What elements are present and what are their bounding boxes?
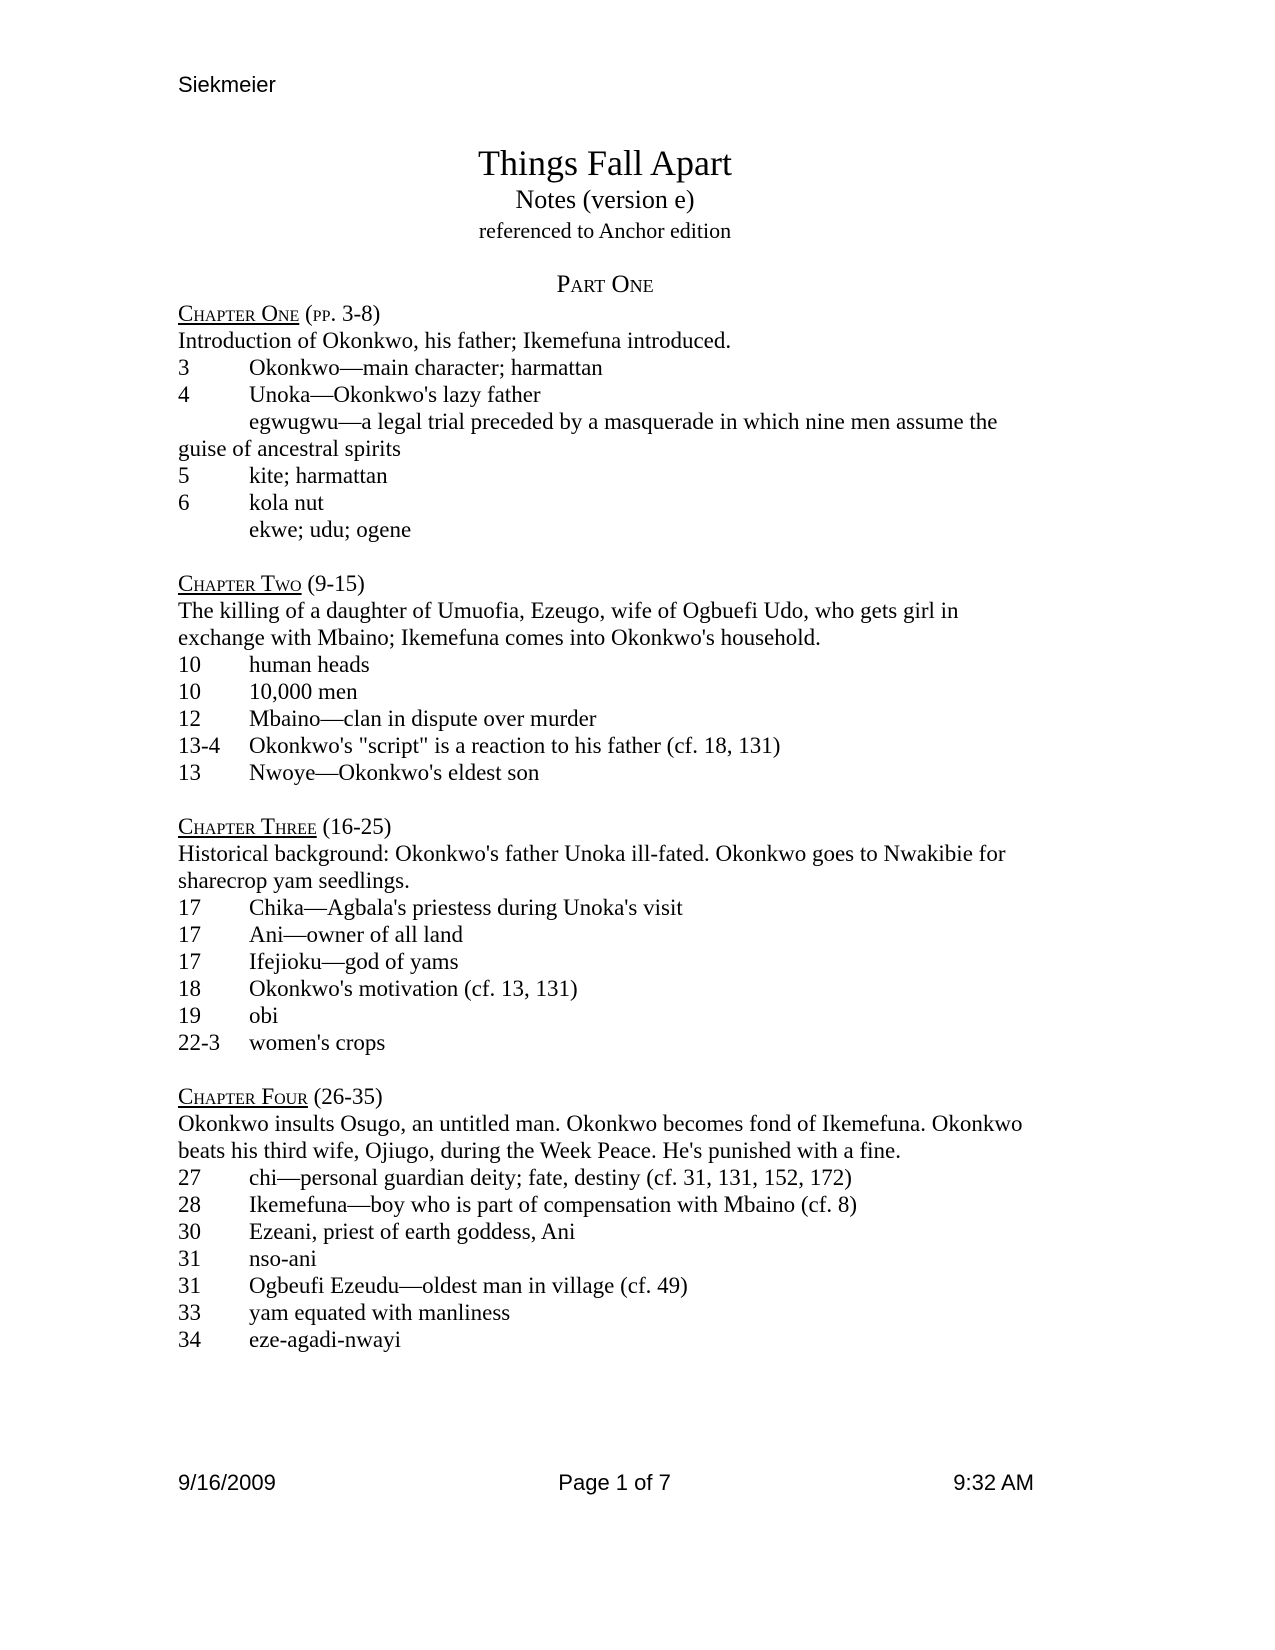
note-entry (178, 462, 1038, 489)
chapter-heading (178, 813, 1038, 840)
entry-page: 28 (178, 1192, 201, 1217)
document-reference: referenced to Anchor edition (478, 218, 732, 243)
note-entry (178, 516, 1038, 543)
entry-page: 4 (178, 382, 190, 407)
entry-text: Okonkwo's "script" is a reaction to his father (cf. 18, 131) (249, 733, 781, 758)
document-subtitle: Notes (version e) (515, 185, 695, 214)
entry-page: 19 (178, 1003, 201, 1028)
entry-text: kite; harmattan (249, 463, 388, 488)
entry-page: 17 (178, 895, 201, 920)
chapter-name: Chapter Two (178, 571, 302, 596)
note-entry (178, 1245, 1038, 1272)
chapter-heading (178, 1083, 1038, 1110)
entry-text: obi (249, 1003, 279, 1028)
document-title: Things Fall Apart (478, 143, 732, 183)
entry-page: 5 (178, 463, 190, 488)
note-entry (178, 1272, 1038, 1299)
entry-text: Mbaino—clan in dispute over murder (249, 706, 597, 731)
chapter-name: Chapter Four (178, 1084, 308, 1109)
entry-text: women's crops (249, 1030, 386, 1055)
entry-page: 3 (178, 355, 190, 380)
chapter-summary: The killing of a daughter of Umuofia, Ezeugo, wife of Ogbuefi Udo, who gets girl in exchange with Mbaino; Ikemefuna comes into Okonkwo's household. (178, 598, 959, 650)
entry-page: 17 (178, 922, 201, 947)
note-entry (178, 1299, 1038, 1326)
entry-page: 12 (178, 706, 201, 731)
entry-text: Unoka—Okonkwo's lazy father (249, 382, 541, 407)
note-entry (178, 759, 1038, 786)
title-block (0, 142, 1210, 246)
note-entry (178, 408, 1038, 462)
entry-text: Ogbeufi Ezeudu—oldest man in village (cf. 49) (249, 1273, 688, 1298)
chapter-heading (178, 300, 1038, 327)
entry-page: 30 (178, 1219, 201, 1244)
entry-page: 31 (178, 1246, 201, 1271)
footer-date: 9/16/2009 (178, 1470, 276, 1495)
entry-page: 10 (178, 652, 201, 677)
entry-page: 34 (178, 1327, 201, 1352)
entry-text: kola nut (249, 490, 324, 515)
entry-page: 17 (178, 949, 201, 974)
entry-page: 6 (178, 490, 190, 515)
note-entry (178, 921, 1038, 948)
chapter-summary: Introduction of Okonkwo, his father; Ikemefuna introduced. (178, 328, 732, 353)
entry-page: 27 (178, 1165, 201, 1190)
chapter-name: Chapter One (178, 301, 300, 326)
entry-text: egwugwu—a legal trial preceded by a masquerade in which nine men assume the guise of ancestral spirits (178, 409, 998, 461)
note-entry (178, 1002, 1038, 1029)
entry-page: 31 (178, 1273, 201, 1298)
chapter-section (178, 300, 1038, 543)
note-entry (178, 381, 1038, 408)
entry-text: Ikemefuna—boy who is part of compensation with Mbaino (cf. 8) (249, 1192, 858, 1217)
part-heading: Part One (556, 271, 654, 298)
entry-text: Okonkwo—main character; harmattan (249, 355, 603, 380)
chapter-section (178, 570, 1038, 786)
entry-text: nso-ani (249, 1246, 317, 1271)
entry-page: 13-4 (178, 733, 221, 758)
chapter-page-range: (9-15) (307, 571, 365, 596)
entry-text: eze-agadi-nwayi (249, 1327, 401, 1352)
entry-text: Ani—owner of all land (249, 922, 463, 947)
chapter-section (178, 1083, 1038, 1353)
note-entry (178, 1164, 1038, 1191)
chapter-summary: Historical background: Okonkwo's father Unoka ill-fated. Okonkwo goes to Nwakibie for sharecrop yam seedlings. (178, 841, 1006, 893)
note-entry (178, 1326, 1038, 1353)
note-entry (178, 1218, 1038, 1245)
note-entry (178, 975, 1038, 1002)
entry-page: 10 (178, 679, 201, 704)
note-entry (178, 678, 1038, 705)
entry-page: 18 (178, 976, 201, 1001)
note-entry (178, 732, 1038, 759)
entry-text: Ifejioku—god of yams (249, 949, 459, 974)
footer-time: 9:32 AM (953, 1470, 1034, 1495)
header-author: Siekmeier (178, 72, 276, 97)
entry-text: Chika—Agbala's priestess during Unoka's visit (249, 895, 683, 920)
chapter-page-range: (pp. 3-8) (305, 301, 381, 326)
entry-text: human heads (249, 652, 370, 677)
note-entry (178, 651, 1038, 678)
chapter-name: Chapter Three (178, 814, 317, 839)
entry-page: 13 (178, 760, 201, 785)
footer-page-number: Page 1 of 7 (558, 1470, 671, 1495)
note-entry (178, 1029, 1038, 1056)
entry-text: Okonkwo's motivation (cf. 13, 131) (249, 976, 578, 1001)
chapter-summary: Okonkwo insults Osugo, an untitled man. Okonkwo becomes fond of Ikemefuna. Okonkwo beats his third wife, Ojiugo, during the Week Peace. He's punished with a fine. (178, 1111, 1023, 1163)
chapter-page-range: (16-25) (322, 814, 392, 839)
notes-content (178, 300, 1038, 1380)
entry-text: chi—personal guardian deity; fate, destiny (cf. 31, 131, 152, 172) (249, 1165, 852, 1190)
chapter-page-range: (26-35) (313, 1084, 383, 1109)
note-entry (178, 948, 1038, 975)
entry-text: Nwoye—Okonkwo's eldest son (249, 760, 540, 785)
entry-text: ekwe; udu; ogene (249, 517, 412, 542)
entry-text: Ezeani, priest of earth goddess, Ani (249, 1219, 576, 1244)
entry-text: yam equated with manliness (249, 1300, 511, 1325)
note-entry (178, 705, 1038, 732)
note-entry (178, 354, 1038, 381)
chapter-heading (178, 570, 1038, 597)
note-entry (178, 1191, 1038, 1218)
entry-page: 22-3 (178, 1030, 221, 1055)
note-entry (178, 894, 1038, 921)
chapter-section (178, 813, 1038, 1056)
note-entry (178, 489, 1038, 516)
page-footer (178, 1470, 1034, 1496)
entry-text: 10,000 men (249, 679, 358, 704)
entry-page: 33 (178, 1300, 201, 1325)
